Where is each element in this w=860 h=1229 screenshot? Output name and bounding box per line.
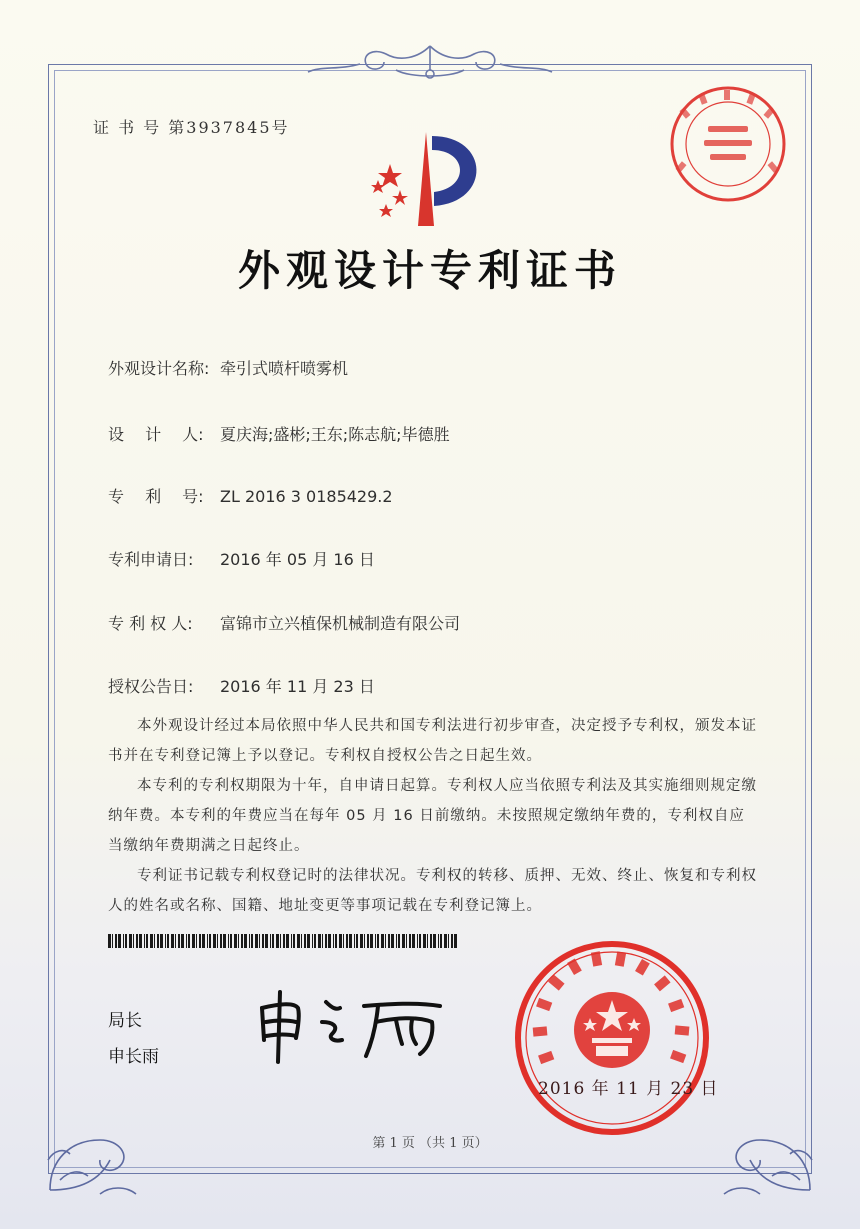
field-label: 设 计 人: [108, 425, 204, 444]
body-paragraph: 专利证书记载专利权登记时的法律状况。专利权的转移、质押、无效、终止、恢复和专利权人的姓名或名称、国籍、地址变更等事项记载在专利登记簿上。 [108, 868, 757, 914]
field-value: 牵引式喷杆喷雾机 [220, 359, 349, 378]
field-application-date [108, 547, 375, 570]
director-title: 局长 [108, 1011, 142, 1031]
barcode [108, 934, 460, 948]
top-ornament [300, 40, 560, 86]
field-designers [108, 422, 450, 445]
seal-date: 2016 年 11 月 23 日 [538, 1079, 719, 1099]
field-label: 专 利 号: [108, 487, 204, 506]
field-value: 2016 年 05 月 16 日 [220, 550, 375, 569]
body-paragraph: 本专利的专利权期限为十年，自申请日起算。专利权人应当依照专利法及其实施细则规定缴纳年费。本专利的年费应当在每年 05 月 16 日前缴纳。未按照规定缴纳年费的，专利权自应当缴纳年费期满之日起终止。 [108, 778, 757, 854]
field-label: 专利申请日: [108, 550, 194, 569]
body-paragraph: 本外观设计经过本局依照中华人民共和国专利法进行初步审查，决定授予专利权，颁发本证书并在专利登记簿上予以登记。专利权自授权公告之日起生效。 [108, 718, 757, 764]
field-patentee [108, 611, 460, 634]
field-value: 夏庆海;盛彬;王东;陈志航;毕德胜 [220, 425, 450, 444]
field-design-name [108, 356, 348, 379]
field-label: 专 利 权 人: [108, 614, 193, 633]
certificate-body [108, 711, 758, 921]
field-patent-number [108, 484, 393, 507]
certificate-title: 外观设计专利证书 [237, 246, 622, 295]
page-info: 第 1 页 （共 1 页） [372, 1136, 488, 1151]
field-label: 外观设计名称: [108, 359, 210, 378]
field-grant-date [108, 674, 375, 697]
certificate-number: 证 书 号 第3937845号 [93, 118, 290, 137]
field-value: 富锦市立兴植保机械制造有限公司 [220, 614, 461, 633]
patent-office-logo [360, 128, 500, 228]
field-value: ZL 2016 3 0185429.2 [220, 487, 393, 506]
director-name: 申长雨 [108, 1047, 159, 1067]
field-label: 授权公告日: [108, 677, 194, 696]
national-ip-office-seal [512, 938, 712, 1138]
tax-stamp [666, 82, 790, 206]
field-value: 2016 年 11 月 23 日 [220, 677, 375, 696]
director-signature [248, 982, 448, 1066]
